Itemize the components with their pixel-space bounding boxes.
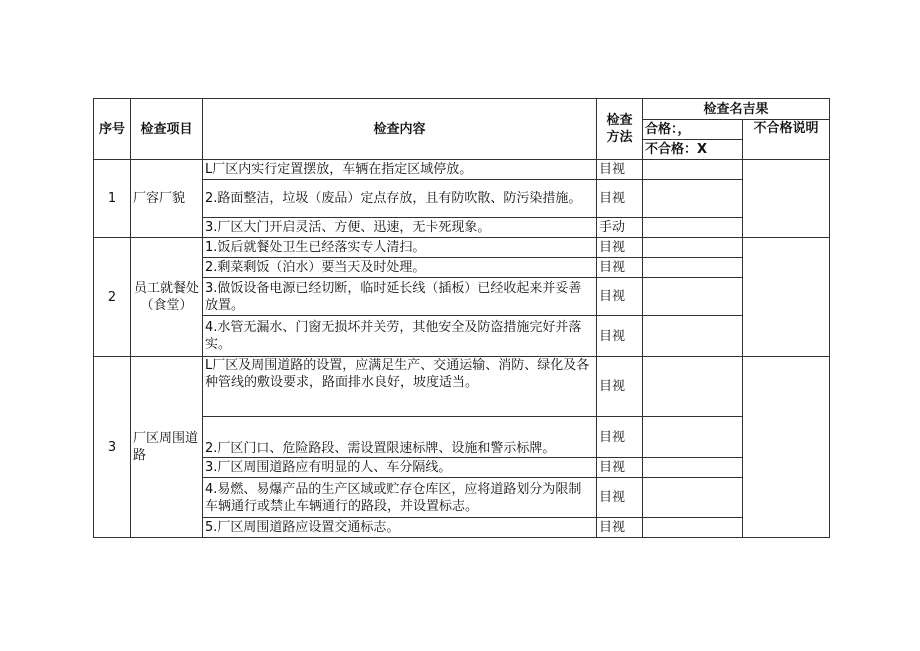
result-pass-cell[interactable]: [643, 316, 743, 357]
header-fail-note: 不合格说明: [743, 120, 830, 160]
result-pass-cell[interactable]: [643, 357, 743, 417]
result-pass-cell[interactable]: [643, 258, 743, 278]
check-method: 目视: [597, 238, 643, 258]
check-content: 2.剩菜剩饭（泊水）要当天及时处理。: [203, 258, 597, 278]
check-method: 目视: [597, 478, 643, 518]
check-method: 目视: [597, 258, 643, 278]
check-content: 1.饭后就餐处卫生已经落实专人清扫。: [203, 238, 597, 258]
section-item: 员工就餐处（食堂）: [131, 238, 203, 357]
check-method: 目视: [597, 278, 643, 316]
result-pass-cell[interactable]: [643, 478, 743, 518]
section-item: 厂容厂貌: [131, 160, 203, 238]
check-method: 目视: [597, 458, 643, 478]
result-pass-cell[interactable]: [643, 180, 743, 218]
result-pass-cell[interactable]: [643, 458, 743, 478]
check-method: 目视: [597, 357, 643, 417]
result-note-cell[interactable]: [743, 160, 830, 238]
header-result: 检查名吉果: [643, 99, 830, 120]
check-method: 目视: [597, 518, 643, 538]
result-note-cell[interactable]: [743, 357, 830, 538]
check-method: 目视: [597, 180, 643, 218]
section-seq: 3: [94, 357, 131, 538]
result-pass-cell[interactable]: [643, 278, 743, 316]
header-content: 检查内容: [203, 99, 597, 160]
result-pass-cell[interactable]: [643, 218, 743, 238]
header-seq: 序号: [94, 99, 131, 160]
result-pass-cell[interactable]: [643, 417, 743, 458]
result-pass-cell[interactable]: [643, 160, 743, 180]
check-content: 2.路面整洁，垃圾（废品）定点存放，且有防吹散、防污染措施。: [203, 180, 597, 218]
check-method: 目视: [597, 417, 643, 458]
header-fail: 不合格：X: [643, 140, 743, 160]
check-content: L厂区及周围道路的设置，应满足生产、交通运输、消防、绿化及各种管线的敷设要求，路面排水良好，坡度适当。: [203, 357, 597, 417]
result-pass-cell[interactable]: [643, 518, 743, 538]
section-seq: 2: [94, 238, 131, 357]
check-content: 3.厂区周围道路应有明显的人、车分隔线。: [203, 458, 597, 478]
inspection-table: [93, 98, 830, 538]
result-note-cell[interactable]: [743, 238, 830, 357]
check-method: 手动: [597, 218, 643, 238]
check-content: 3.厂区大门开启灵活、方便、迅速，无卡死现象。: [203, 218, 597, 238]
check-content: 2.厂区门口、危险路段、需设置限速标牌、设施和警示标牌。: [203, 417, 597, 458]
check-method: 目视: [597, 160, 643, 180]
section-item: 厂区周围道路: [131, 357, 203, 538]
check-content: L厂区内实行定置摆放，车辆在指定区域停放。: [203, 160, 597, 180]
check-method: 目视: [597, 316, 643, 357]
header-pass: 合格：，: [643, 120, 743, 140]
header-method: 检查 方法: [597, 99, 643, 160]
check-content: 5.厂区周围道路应设置交通标志。: [203, 518, 597, 538]
result-pass-cell[interactable]: [643, 238, 743, 258]
header-item: 检查项目: [131, 99, 203, 160]
check-content: 4.易燃、易爆产品的生产区域或贮存仓库区，应将道路划分为限制车辆通行或禁止车辆通行的路段，并设置标志。: [203, 478, 597, 518]
check-content: 3.做饭设备电源已经切断，临时延长线（插板）已经收起来并妥善放置。: [203, 278, 597, 316]
section-seq: 1: [94, 160, 131, 238]
check-content: 4.水管无漏水、门窗无损坏并关劳，其他安全及防盗措施完好并落实。: [203, 316, 597, 357]
